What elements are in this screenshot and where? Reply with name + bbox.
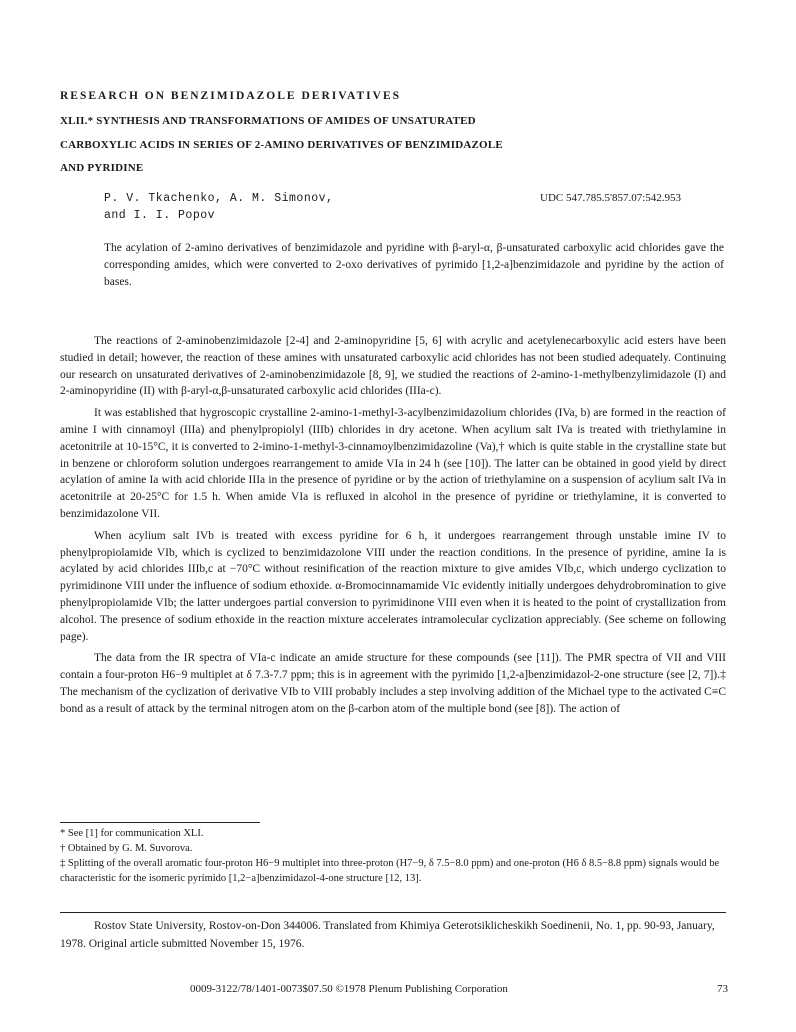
paragraph-1: The reactions of 2-aminobenzimidazole [2-4] and 2-aminopyridine [5, 6] with acrylic and acetylenecarboxylic acid esters have been studied in detail; however, the reaction of these amines with unsaturated carboxylic acid chlorides has not been studied adequately. Continuing our research on unsaturated derivatives of 2-aminobenzimidazole [8, 9], we studied the reactions of 2-amino-1-methylbenzylimidazole (I) and 2-aminopyridine (II) with β-aryl-α,β-unsaturated carboxylic acid chlorides (IIIa-c). <box>60 335 726 398</box>
series-title: RESEARCH ON BENZIMIDAZOLE DERIVATIVES <box>60 90 402 102</box>
body-text <box>60 333 726 723</box>
affiliation-rule <box>60 912 726 913</box>
authors-line-2: and I. I. Popov <box>104 209 216 222</box>
paragraph-3: When acylium salt IVb is treated with excess pyridine for 6 h, it undergoes rearrangement through unstable imine IV to phenylpropiolamide VIb, which is cyclized to benzimidazolone VIII under the reaction conditions. In the presence of pyridine, amine Ia is acylated by acid chlorides IIIb,c at −70°C without resinification of the reaction mixture to give amides VIb,c, which undergo cyclization to pyrimidinone VIII under the influence of sodium ethoxide. α-Bromocinnamamide VIc evidently initially undergoes dehydrobromination to give phenylpropiolamide VIb; the latter undergoes partial conversion to pyrimidinone VIII even when it is heated to the point of crystallization from alcohol. The presence of sodium ethoxide in the reaction mixture accelerates intramolecular cyclization appreciably. (See scheme on following page). <box>60 529 726 643</box>
footnote-1: * See [1] for communication XLI. <box>60 828 204 839</box>
footnote-rule <box>60 822 260 823</box>
abstract: The acylation of 2-amino derivatives of benzimidazole and pyridine with β-aryl-α, β-unsaturated carboxylic acid chlorides gave the corresponding amides, which were converted to 2-oxo derivatives of pyrimido [1,2-a]benzimidazole and pyridine by the action of bases. <box>104 242 724 288</box>
udc-code: UDC 547.785.5'857.07:542.953 <box>540 192 682 204</box>
affiliation <box>60 917 726 953</box>
authors-line-1: P. V. Tkachenko, A. M. Simonov, <box>104 192 334 205</box>
subtitle-line-1: XLII.* SYNTHESIS AND TRANSFORMATIONS OF AMIDES OF UNSATURATED <box>60 115 476 127</box>
paragraph-4: The data from the IR spectra of VIa-c indicate an amide structure for these compounds (see [11]). The PMR spectra of VII and VIII contain a four-proton H6−9 multiplet at δ 7.3-7.7 ppm; this is in agreement with the pyrimido [1,2-a]benzimidazol-2-one structure (see [2, 7]).‡ The mechanism of the cyclization of derivative VIb to VIII probably includes a step involving addition of the Michael type to the activated C≡C bond as a result of attack by the terminal nitrogen atom on the β-carbon atom of the multiple bond (see [8]). The action of <box>60 652 726 715</box>
affiliation-text: Rostov State University, Rostov-on-Don 344006. Translated from Khimiya Geterotsiklicheskikh Soedinenii, No. 1, pp. 90-93, January, 1978. Original article submitted November 15, 1976. <box>60 920 715 950</box>
subtitle-line-3: AND PYRIDINE <box>60 162 144 174</box>
paragraph-2: It was established that hygroscopic crystalline 2-amino-1-methyl-3-acylbenzimidazolium chlorides (IVa, b) are formed in the reaction of amine I with cinnamoyl (IIIa) and phenylpropiolyl (IIIb) chlorides in dry acetone. When acylium salt IVa is treated with triethylamine in acetonitrile at 10-15°C, it is converted to 2-imino-1-methyl-3-cinnamoylbenzimidazoline (Va),† which is quite stable in the crystalline state but in benzene or chloroform solution undergoes rearrangement to amide VIa in 24 h (see [10]). The latter can be obtained in good yield by direct acylation of amine Ia with acid chloride IIIa in the presence of pyridine or by the action of triethylamine on a suspension of acylium salt IVa in acetonitrile at 20-25°C for 1.5 h. When amide VIa is refluxed in alcohol in the presence of pyridine or triethylamine, it is converted to benzimidazolone VII. <box>60 407 726 520</box>
subtitle-line-2: CARBOXYLIC ACIDS IN SERIES OF 2-AMINO DERIVATIVES OF BENZIMIDAZOLE <box>60 139 503 151</box>
page-number: 73 <box>717 983 728 995</box>
footer-copyright: 0009-3122/78/1401-0073$07.50 ©1978 Plenum Publishing Corporation <box>190 983 508 995</box>
footnotes <box>60 826 726 886</box>
footnote-3: ‡ Splitting of the overall aromatic four-proton H6−9 multiplet into three-proton (H7−9, δ 7.5−8.0 ppm) and one-proton (H6 δ 8.5−8.8 ppm) signals would be characteristic for the isomeric pyrimido [1,2−a]benzimidazol-4-one structure [12, 13]. <box>60 858 720 884</box>
footnote-2: † Obtained by G. M. Suvorova. <box>60 843 193 854</box>
